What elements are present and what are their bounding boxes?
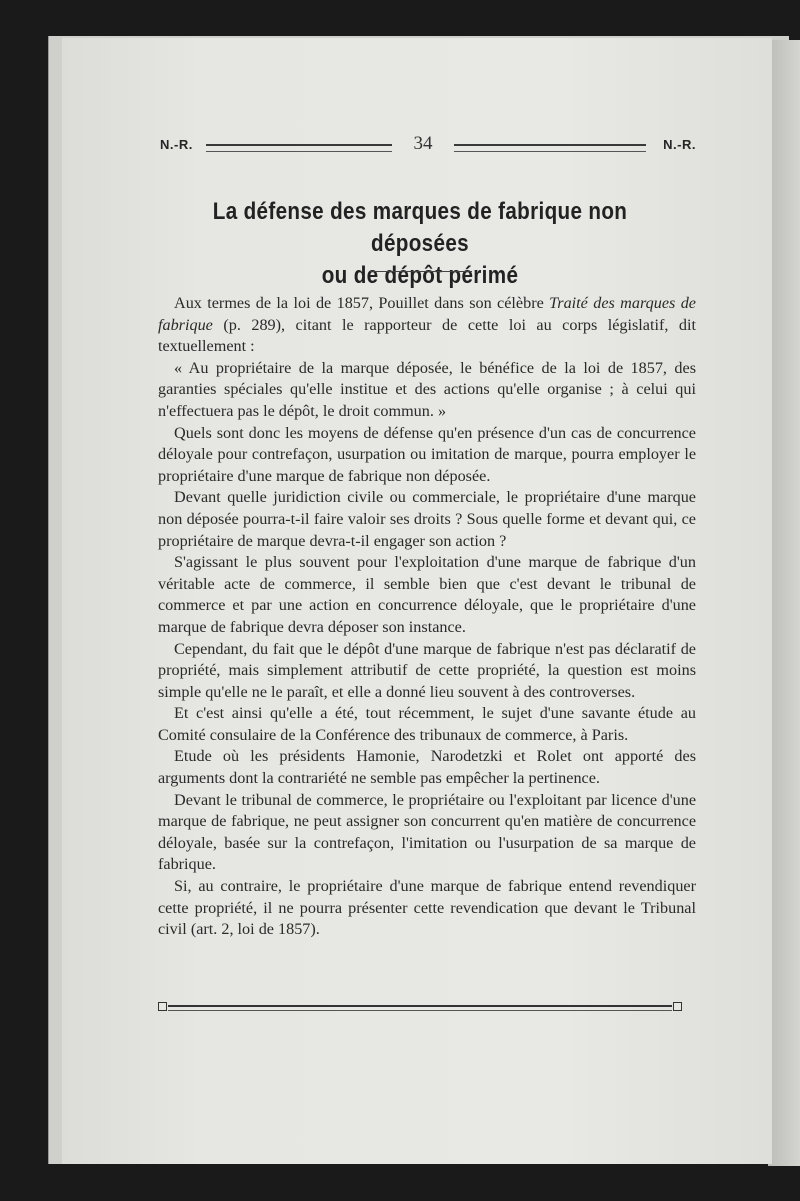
paragraph-text: (p. 289), citant le rapporteur de cette loi au corps législatif, dit textuellement :	[158, 315, 696, 356]
paragraph: S'agissant le plus souvent pour l'exploitation d'une marque de fabrique d'un véritable acte de commerce, il semble bien que c'est devant le tribunal de commerce et par une action en concurrence déloyale, que le propriétaire d'une marque de fabrique devra déposer son instance.	[158, 553, 696, 636]
paragraph: Devant le tribunal de commerce, le propriétaire ou l'exploitant par licence d'une marque de fabrique, ne peut assigner son concurrent qu'en matière de concurrence déloyale, basée sur la contrefaçon, l'imitation ou l'usurpation de sa marque de fabrique.	[158, 790, 696, 874]
running-header	[160, 133, 696, 159]
footer-ornament-rule	[158, 1002, 682, 1014]
paragraph	[158, 293, 696, 358]
footer-rule-end-box-right	[673, 1002, 682, 1011]
paragraph: « Au propriétaire de la marque déposée, le bénéfice de la loi de 1857, des garanties spéciales qu'elle institue et des actions qu'elle organise ; à celui qui n'effectuera pas le dépôt, le droit commun. »	[158, 358, 696, 420]
title-underline	[370, 271, 472, 272]
header-rule-left	[206, 144, 392, 152]
footer-rule-end-box-left	[158, 1002, 167, 1011]
book-title: Traité des marques de fabrique	[158, 294, 696, 334]
paragraph: Quels sont donc les moyens de défense qu'en présence d'un cas de concurrence déloyale pour contrefaçon, usurpation ou imitation de marque, pourra employer le propriétaire d'une marque de fabrique non déposée.	[158, 423, 696, 485]
title-line-2: ou de dépôt périmé	[321, 262, 519, 289]
footer-rule-line	[168, 1005, 672, 1011]
article-title	[188, 196, 652, 292]
header-rule-right	[454, 144, 646, 152]
paragraph: Cependant, du fait que le dépôt d'une marque de fabrique n'est pas déclaratif de propriété, mais simplement attributif de cette propriété, la question est moins simple qu'elle ne le paraît, et elle a donné lieu souvent à des controverses.	[158, 639, 696, 701]
page-number: 34	[413, 133, 433, 154]
paragraph-text: Aux termes de la loi de 1857, Pouillet dans son célèbre	[174, 294, 550, 312]
next-page-edge	[768, 40, 800, 1166]
title-line-1: La défense des marques de fabrique non déposées	[212, 198, 628, 257]
header-left-mark: N.-R.	[160, 137, 193, 152]
header-right-mark: N.-R.	[663, 137, 696, 152]
paragraph: Devant quelle juridiction civile ou commerciale, le propriétaire d'une marque non déposée pourra-t-il faire valoir ses droits ? Sous quelle forme et devant qui, ce propriétaire de marque devra-t-il engager son action ?	[158, 488, 696, 550]
paragraph: Et c'est ainsi qu'elle a été, tout récemment, le sujet d'une savante étude au Comité consulaire de la Conférence des tribunaux de commerce, à Paris.	[158, 704, 696, 744]
paragraph: Etude où les présidents Hamonie, Narodetzki et Rolet ont apporté des arguments dont la contrariété ne semble pas empêcher la pertinence.	[158, 747, 696, 788]
paragraph: Si, au contraire, le propriétaire d'une marque de fabrique entend revendiquer cette propriété, il ne pourra présenter cette revendication que devant le Tribunal civil (art. 2, loi de 1857).	[158, 877, 696, 939]
article-body	[158, 293, 696, 941]
